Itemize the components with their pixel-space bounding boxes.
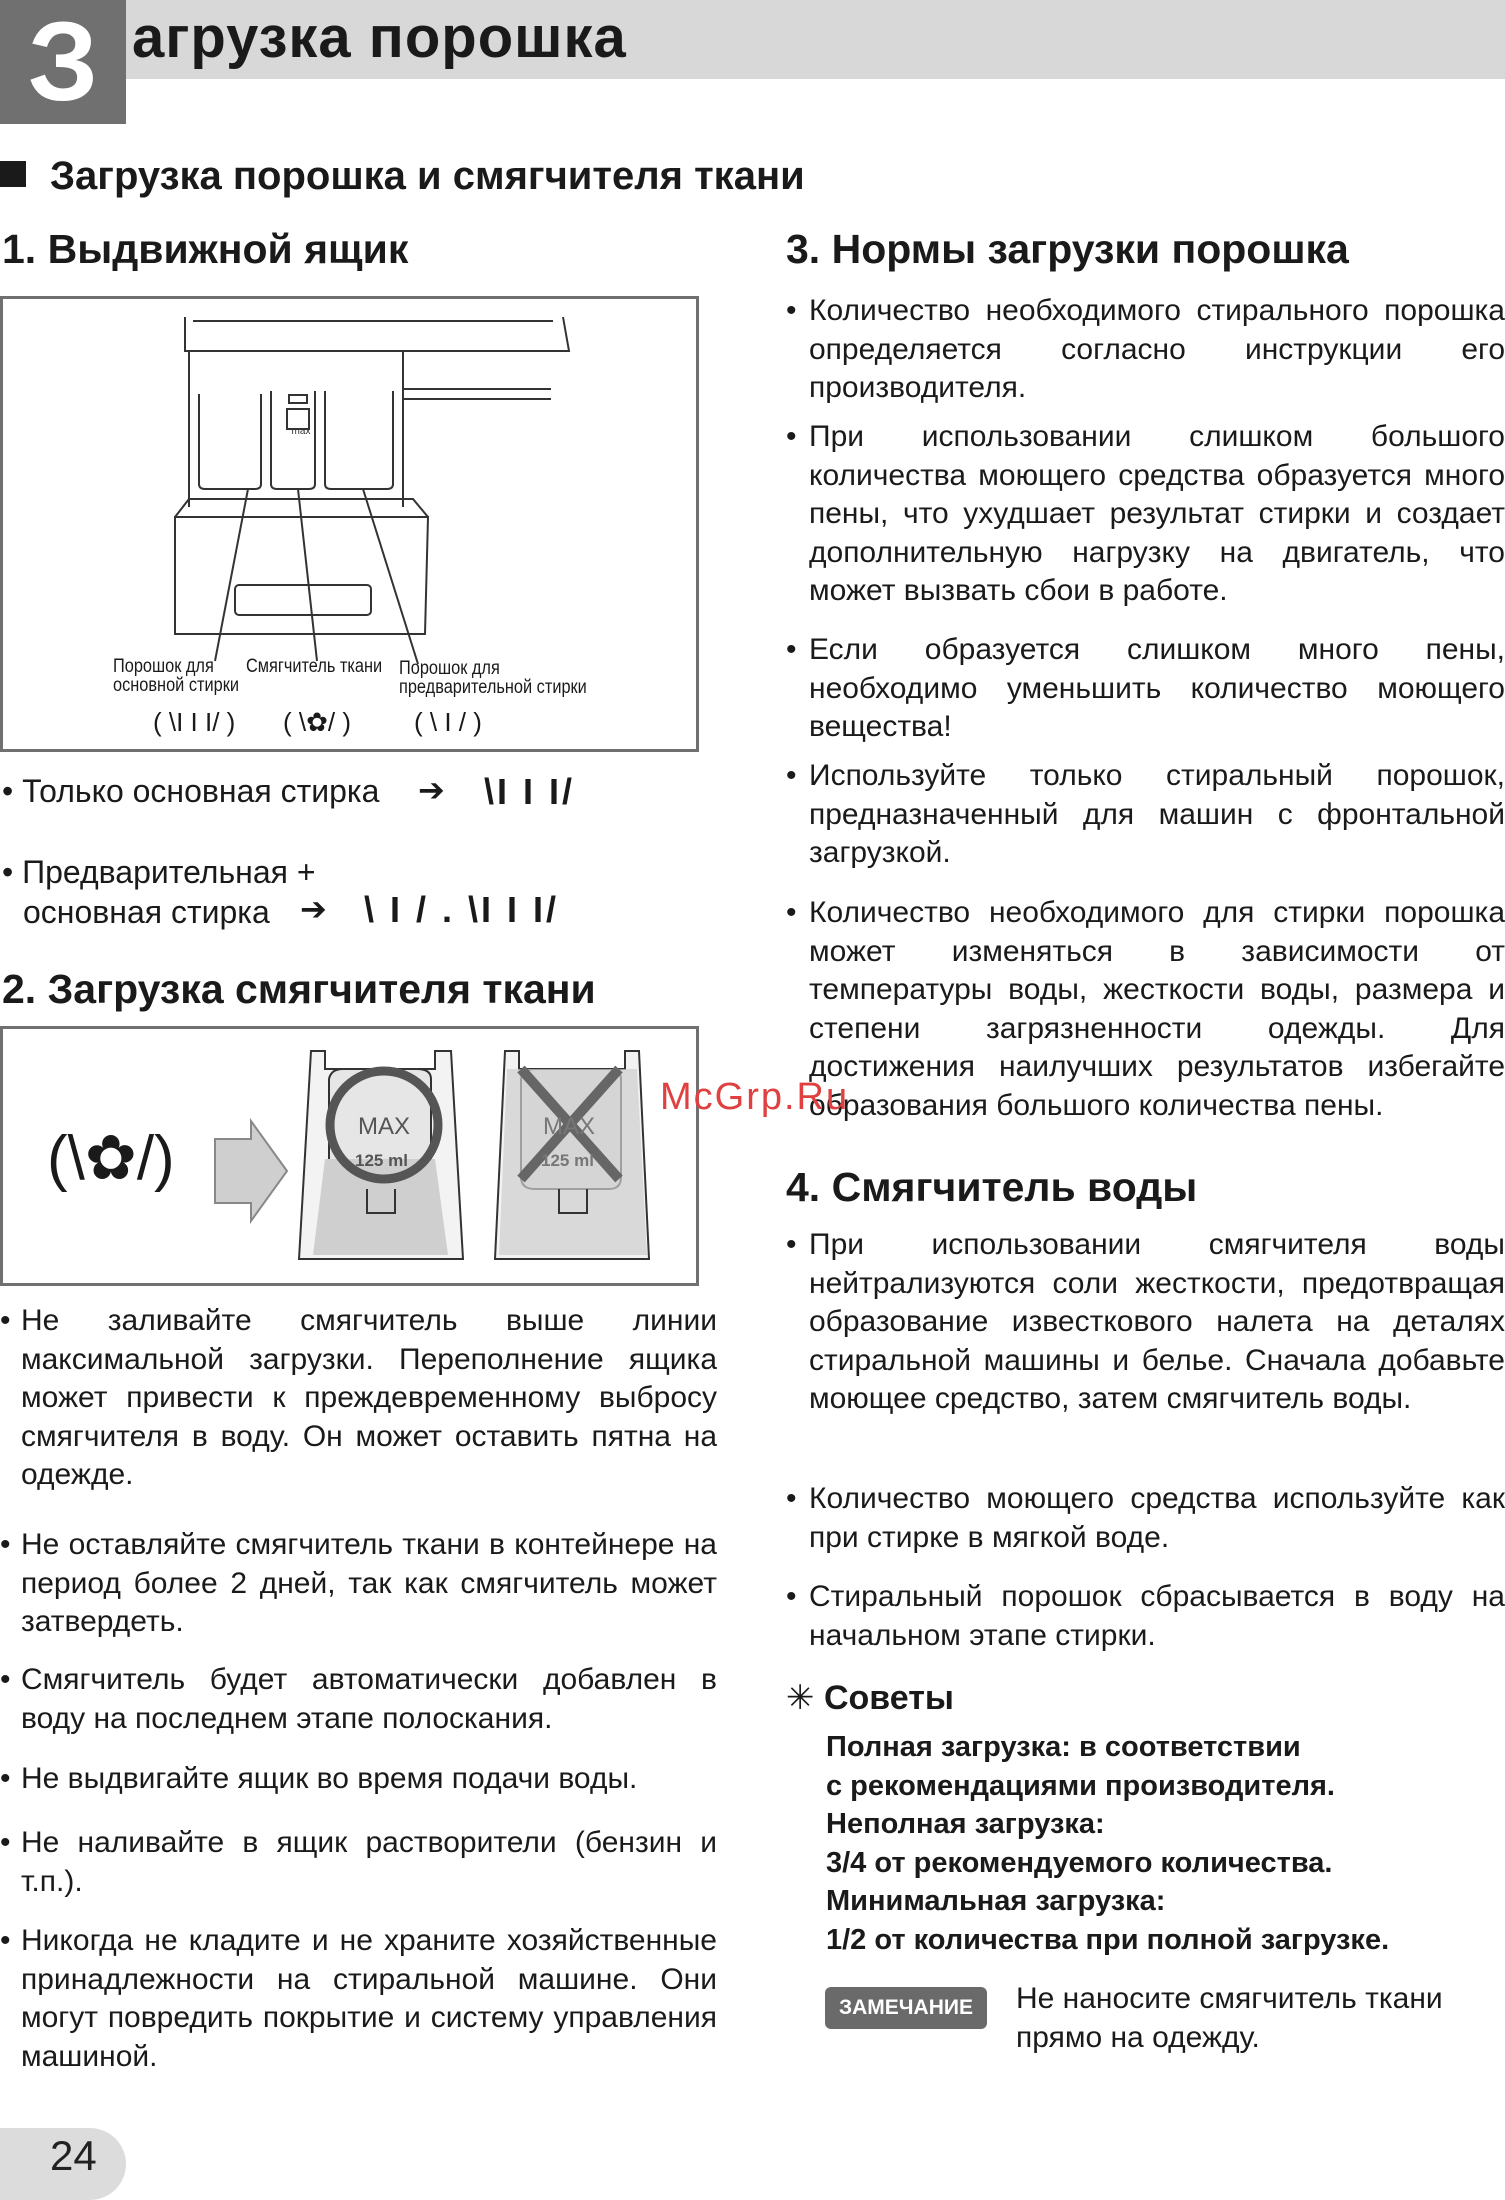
- main-wash-symbol: \I I I/: [484, 771, 576, 812]
- row-text: основная стирка: [23, 894, 270, 930]
- list-item-text: Количество моющего средства используйте как при стирке в мягкой воде.: [809, 1482, 1505, 1554]
- bullet: •: [786, 633, 797, 666]
- tips-heading: [786, 1678, 954, 1718]
- softener-symbol: (\✿/): [47, 1124, 175, 1193]
- section4-heading: 4. Смягчитель воды: [786, 1164, 1198, 1210]
- bullet: •: [786, 420, 797, 453]
- bullet: •: [2, 773, 14, 809]
- section3-heading: 3. Нормы загрузки порошка: [786, 226, 1349, 272]
- cup-bad-volume-label: 125 ml: [541, 1151, 594, 1170]
- row-main-wash: [2, 773, 379, 810]
- bullet: •: [0, 1826, 11, 1859]
- bullet: •: [0, 1304, 11, 1337]
- max-mark: max: [291, 426, 311, 437]
- note-text: [1016, 1980, 1443, 2057]
- note-line: Не наносите смягчитель ткани: [1016, 1982, 1443, 2015]
- tip-line: Полная загрузка: в соответствии: [826, 1731, 1301, 1763]
- list-item-text: Стиральный порошок сбрасывается в воду на начальном этапе стирки.: [809, 1580, 1505, 1652]
- bullet: •: [0, 1528, 11, 1561]
- list-item: [786, 292, 1505, 408]
- label-line: Порошок для: [399, 658, 500, 679]
- drawer-illustration: [3, 299, 696, 749]
- label-softener: Смягчитель ткани: [246, 656, 383, 677]
- prewash-main-symbol: \ I / . \I I I/: [364, 889, 560, 930]
- tips-heading-text: Советы: [823, 1679, 954, 1717]
- header-number: З: [27, 0, 99, 124]
- list-item: [786, 757, 1505, 873]
- main-wash-symbol: ( \I I I/ ): [153, 707, 236, 737]
- bullet: •: [786, 896, 797, 929]
- label-line: Порошок для: [113, 656, 214, 677]
- main-heading-text: Загрузка порошка и смягчителя ткани: [50, 154, 805, 198]
- tip-line: Неполная загрузка:: [826, 1808, 1105, 1840]
- tip-line: 1/2 от количества при полной загрузке.: [826, 1923, 1390, 1956]
- list-item: [0, 1661, 717, 1738]
- list-item: [0, 1302, 717, 1495]
- section1-heading: 1. Выдвижной ящик: [2, 226, 409, 272]
- row-text: Предварительная +: [22, 854, 316, 890]
- list-item-text: Если образуется слишком много пены, необходимо уменьшить количество моющего вещества!: [809, 633, 1505, 743]
- prewash-symbol: ( \ I / ): [414, 707, 482, 737]
- list-item-text: Не заливайте смягчитель выше линии максимальной загрузки. Переполнение ящика может привести к преждевременному выбросу смягчителя в воду. Он может оставить пятна на одежде.: [21, 1304, 717, 1491]
- drawer-diagram: [0, 296, 699, 752]
- main-heading: [0, 154, 805, 199]
- list-item: [786, 1480, 1505, 1557]
- label-line: предварительной стирки: [399, 677, 587, 698]
- list-item-text: Не выдвигайте ящик во время подачи воды.: [21, 1762, 638, 1795]
- list-item-text: Никогда не кладите и не храните хозяйственные принадлежности на стиральной машине. Они могут повредить покрытие и систему управления машиной.: [21, 1924, 717, 2073]
- list-item: [0, 1922, 717, 2076]
- list-item-text: Количество необходимого для стирки порошка может изменяться в зависимости от температуры воды, жесткости воды, размера и степени загрязненности одежды. Для достижения наилучших результатов избегайте образования большого количества пены.: [809, 896, 1505, 1122]
- bullet: •: [0, 1663, 11, 1696]
- bullet: •: [786, 1482, 797, 1515]
- tips-list: [826, 1728, 1505, 1959]
- cup-ok-volume-label: 125 ml: [355, 1151, 408, 1170]
- softener-symbol: ( \✿/ ): [283, 707, 351, 737]
- list-item-text: Используйте только стиральный порошок, предназначенный для машин с фронтальной загрузкой.: [809, 759, 1505, 869]
- arrow-icon: ➔: [418, 772, 445, 808]
- cup-bad-max-label: MAX: [543, 1113, 596, 1140]
- list-item: [786, 631, 1505, 747]
- list-item: [786, 894, 1505, 1125]
- bullet: •: [786, 1228, 797, 1261]
- list-item-text: При использовании смягчителя воды нейтрализуются соли жесткости, предотвращая образование известкового налета на деталях стиральной машины и белье. Сначала добавьте моющее средство, затем смягчитель воды.: [809, 1228, 1505, 1415]
- note-line: прямо на одежду.: [1016, 2020, 1260, 2054]
- watermark: McGrp.Ru: [660, 1076, 850, 1118]
- cup-ok-max-label: MAX: [358, 1113, 411, 1140]
- list-item: [786, 418, 1505, 611]
- label-line: основной стирки: [113, 675, 239, 696]
- row-text: Только основная стирка: [22, 773, 380, 809]
- list-item-text: Не оставляйте смягчитель ткани в контейнере на период более 2 дней, так как смягчитель может затвердеть.: [21, 1528, 717, 1638]
- softener-diagram: [0, 1026, 699, 1286]
- bullet: •: [786, 294, 797, 327]
- page-title: агрузка порошка: [132, 5, 627, 70]
- label-prewash: [399, 659, 587, 697]
- row-prewash: [2, 852, 316, 932]
- list-item: [0, 1526, 717, 1642]
- list-item-text: Количество необходимого стирального порошка определяется согласно инструкции его производителя.: [809, 294, 1505, 404]
- list-item: [0, 1760, 717, 1799]
- list-item: [786, 1226, 1505, 1419]
- label-main-wash: [113, 657, 239, 695]
- section2-heading: 2. Загрузка смягчителя ткани: [2, 966, 596, 1012]
- bullet: •: [0, 1762, 11, 1795]
- tip-line: 3/4 от рекомендуемого количества.: [826, 1846, 1333, 1879]
- arrow-icon: ➔: [300, 891, 327, 927]
- bullet: •: [0, 1924, 11, 1957]
- list-item: [0, 1824, 717, 1901]
- note-badge: ЗАМЕЧАНИЕ: [825, 1987, 987, 2029]
- bullet: •: [786, 1580, 797, 1613]
- tip-line: Минимальная загрузка:: [826, 1885, 1166, 1917]
- list-item-text: При использовании слишком большого количества моющего средства образуется много пены, что ухудшает результат стирки и создает дополнительную нагрузку на двигатель, что может вызвать сбои в работе.: [809, 420, 1505, 607]
- asterisk-icon: ✳: [786, 1679, 815, 1717]
- tip-line: с рекомендациями производителя.: [826, 1769, 1335, 1802]
- list-item: [786, 1578, 1505, 1655]
- page-number: 24: [50, 2132, 97, 2179]
- list-item-text: Не наливайте в ящик растворители (бензин и т.п.).: [21, 1826, 717, 1898]
- list-item-text: Смягчитель будет автоматически добавлен в воду на последнем этапе полоскания.: [21, 1663, 717, 1735]
- bullet: •: [2, 854, 14, 890]
- bullet: •: [786, 759, 797, 792]
- square-bullet-icon: [0, 161, 26, 187]
